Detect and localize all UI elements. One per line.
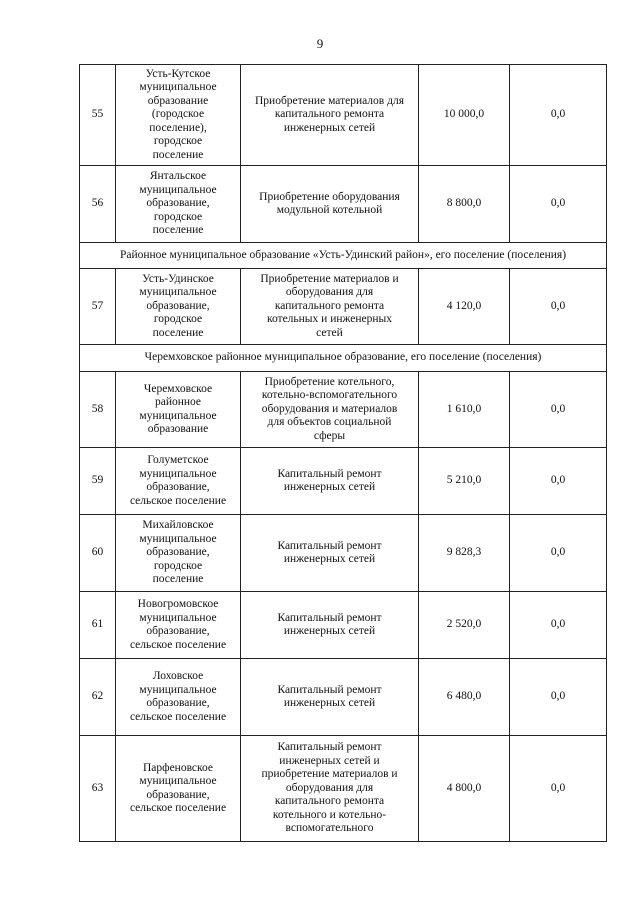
purpose-line: модульной котельной (276, 204, 383, 216)
municipality-line: городское (153, 210, 203, 223)
second-amount-cell: 0,0 (510, 736, 607, 842)
municipality-line: муниципальное (139, 532, 217, 545)
purpose-line: сетей (316, 326, 343, 339)
municipality-cell (116, 515, 241, 592)
row-number: 60 (80, 515, 116, 592)
municipality-line: Парфеновское (142, 761, 214, 774)
group-title: Районное муниципальное образование «Усть-Удинский район», его поселение (поселения) (80, 243, 607, 269)
purpose-line: Приобретение котельного, (264, 375, 395, 388)
purpose-line: Приобретение оборудования (259, 190, 400, 203)
second-amount-cell: 0,0 (510, 166, 607, 243)
row-number: 55 (80, 65, 116, 166)
municipality-line: муниципальное (139, 467, 217, 480)
municipality-line: Новогромовское (137, 598, 219, 610)
amount-cell: 2 520,0 (419, 592, 510, 659)
second-amount-cell: 0,0 (510, 65, 607, 166)
purpose-cell (241, 592, 419, 659)
purpose-cell (241, 736, 419, 842)
row-number: 62 (80, 659, 116, 736)
municipality-line: сельское поселение (129, 802, 227, 814)
budget-table (79, 64, 607, 842)
purpose-line: инженерных сетей (283, 121, 376, 134)
municipality-line: образование (147, 94, 209, 107)
municipality-line: поселение (152, 573, 204, 586)
row-number: 59 (80, 448, 116, 515)
municipality-cell (116, 659, 241, 736)
municipality-line: городское (153, 135, 203, 148)
amount-cell: 1 610,0 (419, 372, 510, 448)
page-number: 9 (316, 36, 324, 51)
municipality-line: поселение (152, 326, 204, 339)
municipality-line: муниципальное (139, 775, 217, 787)
municipality-line: поселение (152, 224, 204, 237)
purpose-line: котельного и котельно- (272, 808, 387, 821)
purpose-cell (241, 515, 419, 592)
municipality-line: муниципальное (139, 683, 217, 696)
amount-cell: 10 000,0 (419, 65, 510, 166)
municipality-cell (116, 592, 241, 659)
municipality-line: муниципальное (139, 183, 217, 196)
municipality-line: Лоховское (152, 670, 204, 682)
second-amount-cell: 0,0 (510, 372, 607, 448)
second-amount-cell: 0,0 (510, 592, 607, 659)
table-row (80, 448, 607, 515)
purpose-line: инженерных сетей (283, 625, 376, 637)
municipality-line: городское (153, 313, 203, 326)
table-group-row (80, 243, 607, 269)
row-number: 56 (80, 166, 116, 243)
purpose-line: приобретение материалов и (261, 768, 398, 781)
table-row (80, 736, 607, 842)
municipality-cell (116, 65, 241, 166)
amount-cell: 4 800,0 (419, 736, 510, 842)
purpose-cell (241, 372, 419, 448)
municipality-line: образование, (146, 546, 210, 559)
table-row (80, 269, 607, 345)
amount-cell: 8 800,0 (419, 166, 510, 243)
purpose-line: Капитальный ремонт (277, 611, 382, 624)
municipality-line: Усть-Кутское (145, 67, 211, 80)
purpose-line: оборудования для (285, 286, 374, 299)
purpose-line: инженерных сетей (283, 697, 376, 709)
purpose-line: Капитальный ремонт (277, 683, 382, 696)
municipality-line: Янтальское (149, 170, 207, 183)
second-amount-cell: 0,0 (510, 515, 607, 592)
municipality-line: образование (147, 423, 209, 435)
purpose-line: котельных и инженерных (266, 313, 393, 326)
table-row (80, 65, 607, 166)
amount-cell: 6 480,0 (419, 659, 510, 736)
row-number: 63 (80, 736, 116, 842)
municipality-line: образование, (146, 697, 210, 709)
purpose-line: Приобретение материалов и (260, 272, 399, 285)
purpose-line: Капитальный ремонт (277, 539, 382, 552)
row-number: 58 (80, 372, 116, 448)
purpose-line: оборудования для (285, 781, 374, 794)
purpose-line: вспомогательного (285, 822, 374, 835)
purpose-cell (241, 65, 419, 166)
municipality-line: районное (154, 396, 202, 408)
municipality-line: (городское (151, 108, 205, 121)
table-body (80, 65, 607, 842)
municipality-line: поселение), (149, 121, 207, 134)
purpose-line: инженерных сетей (283, 481, 376, 493)
municipality-line: поселение (152, 148, 204, 161)
purpose-line: для объектов социальной (267, 416, 392, 429)
municipality-line: Михайловское (142, 519, 214, 532)
municipality-cell (116, 372, 241, 448)
table-row (80, 166, 607, 243)
second-amount-cell: 0,0 (510, 659, 607, 736)
purpose-cell (241, 166, 419, 243)
amount-cell: 9 828,3 (419, 515, 510, 592)
municipality-line: Голуметское (147, 454, 209, 466)
municipality-line: Черемховское (143, 382, 213, 395)
purpose-line: капитального ремонта (274, 108, 385, 121)
table-group-row (80, 345, 607, 372)
purpose-line: Приобретение материалов для (254, 94, 404, 107)
row-number: 57 (80, 269, 116, 345)
municipality-line: образование, (146, 788, 210, 801)
purpose-line: капитального ремонта (274, 299, 385, 312)
purpose-cell (241, 659, 419, 736)
municipality-line: муниципальное (139, 409, 217, 422)
amount-cell: 4 120,0 (419, 269, 510, 345)
municipality-cell (116, 448, 241, 515)
municipality-line: сельское поселение (129, 638, 227, 651)
purpose-cell (241, 448, 419, 515)
municipality-line: образование, (146, 299, 210, 312)
purpose-line: котельно-вспомогательного (261, 389, 398, 402)
table-row (80, 515, 607, 592)
second-amount-cell: 0,0 (510, 448, 607, 515)
purpose-line: Капитальный ремонт (277, 467, 382, 480)
municipality-line: городское (153, 559, 203, 572)
amount-cell: 5 210,0 (419, 448, 510, 515)
table-row (80, 372, 607, 448)
municipality-line: Усть-Удинское (142, 272, 214, 285)
purpose-line: Капитальный ремонт (277, 741, 382, 754)
table-row (80, 659, 607, 736)
municipality-line: сельское поселение (129, 494, 227, 507)
purpose-line: капитального ремонта (274, 795, 385, 808)
table-row (80, 592, 607, 659)
municipality-line: муниципальное (139, 81, 217, 94)
purpose-line: инженерных сетей и (279, 754, 380, 767)
municipality-cell (116, 269, 241, 345)
purpose-line: сферы (313, 429, 346, 442)
row-number: 61 (80, 592, 116, 659)
municipality-line: образование, (146, 481, 210, 493)
municipality-line: образование, (146, 197, 210, 210)
municipality-line: муниципальное (139, 286, 217, 299)
group-title: Черемховское районное муниципальное образование, его поселение (поселения) (80, 345, 607, 372)
municipality-line: сельское поселение (129, 710, 227, 723)
municipality-line: муниципальное (139, 611, 217, 624)
purpose-line: инженерных сетей (283, 553, 376, 565)
purpose-cell (241, 269, 419, 345)
second-amount-cell: 0,0 (510, 269, 607, 345)
municipality-cell (116, 166, 241, 243)
municipality-line: образование, (146, 625, 210, 637)
municipality-cell (116, 736, 241, 842)
purpose-line: оборудования и материалов (261, 402, 398, 415)
